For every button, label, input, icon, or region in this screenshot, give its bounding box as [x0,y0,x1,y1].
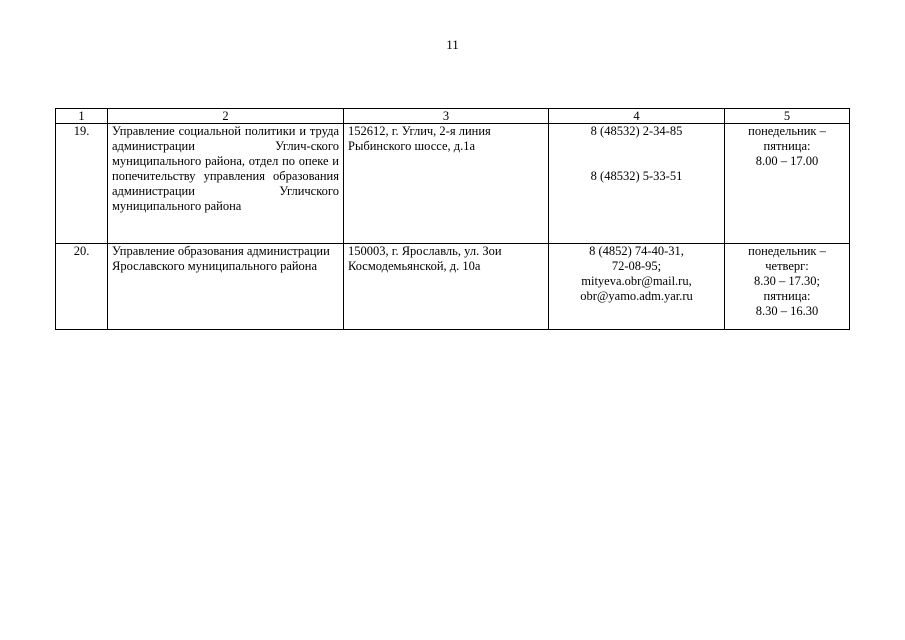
contacts [549,244,725,330]
table-row [56,244,850,330]
working-hours [725,244,850,330]
table-header-row [56,109,850,124]
page-number: 11 [446,37,459,52]
hours-line: 8.30 – 16.30 [755,304,819,318]
address: 150003, г. Ярославль, ул. Зои Космодемьянской, д. 10а [344,244,549,330]
organization-name: Управление социальной политики и труда администрации Углич-ского муниципального района, отдел по опеке и попечительству управления образования администрации Угличского муниципального района [108,124,344,244]
address: 152612, г. Углич, 2-я линия Рыбинского шоссе, д.1а [344,124,549,244]
hours-line: пятница: [763,289,811,303]
column-header: 2 [108,109,344,124]
phone-line: 8 (48532) 2-34-85 [590,124,683,138]
hours-line: понедельник – [748,124,826,138]
column-header: 1 [56,109,108,124]
column-header: 5 [725,109,850,124]
contacts [549,124,725,244]
institutions-table [55,108,850,330]
phone-line: 72-08-95; [611,259,662,273]
hours-line: 8.30 – 17.30; [754,274,820,288]
hours-line: пятница: [763,139,811,153]
hours-line: четверг: [765,259,809,273]
phone-line: 8 (48532) 5-33-51 [590,169,683,183]
row-number: 19. [56,124,108,244]
table-row [56,124,850,244]
column-header: 4 [549,109,725,124]
row-number: 20. [56,244,108,330]
hours-line: 8.00 – 17.00 [755,154,819,168]
phone-line: 8 (4852) 74-40-31, [589,244,684,258]
hours-line: понедельник – [748,244,826,258]
organization-name: Управление образования администрации Ярославского муниципального района [108,244,344,330]
column-header: 3 [344,109,549,124]
working-hours [725,124,850,244]
email-link[interactable]: mityeva.obr@mail.ru, [581,274,692,288]
email-link[interactable]: obr@yamo.adm.yar.ru [580,289,693,303]
